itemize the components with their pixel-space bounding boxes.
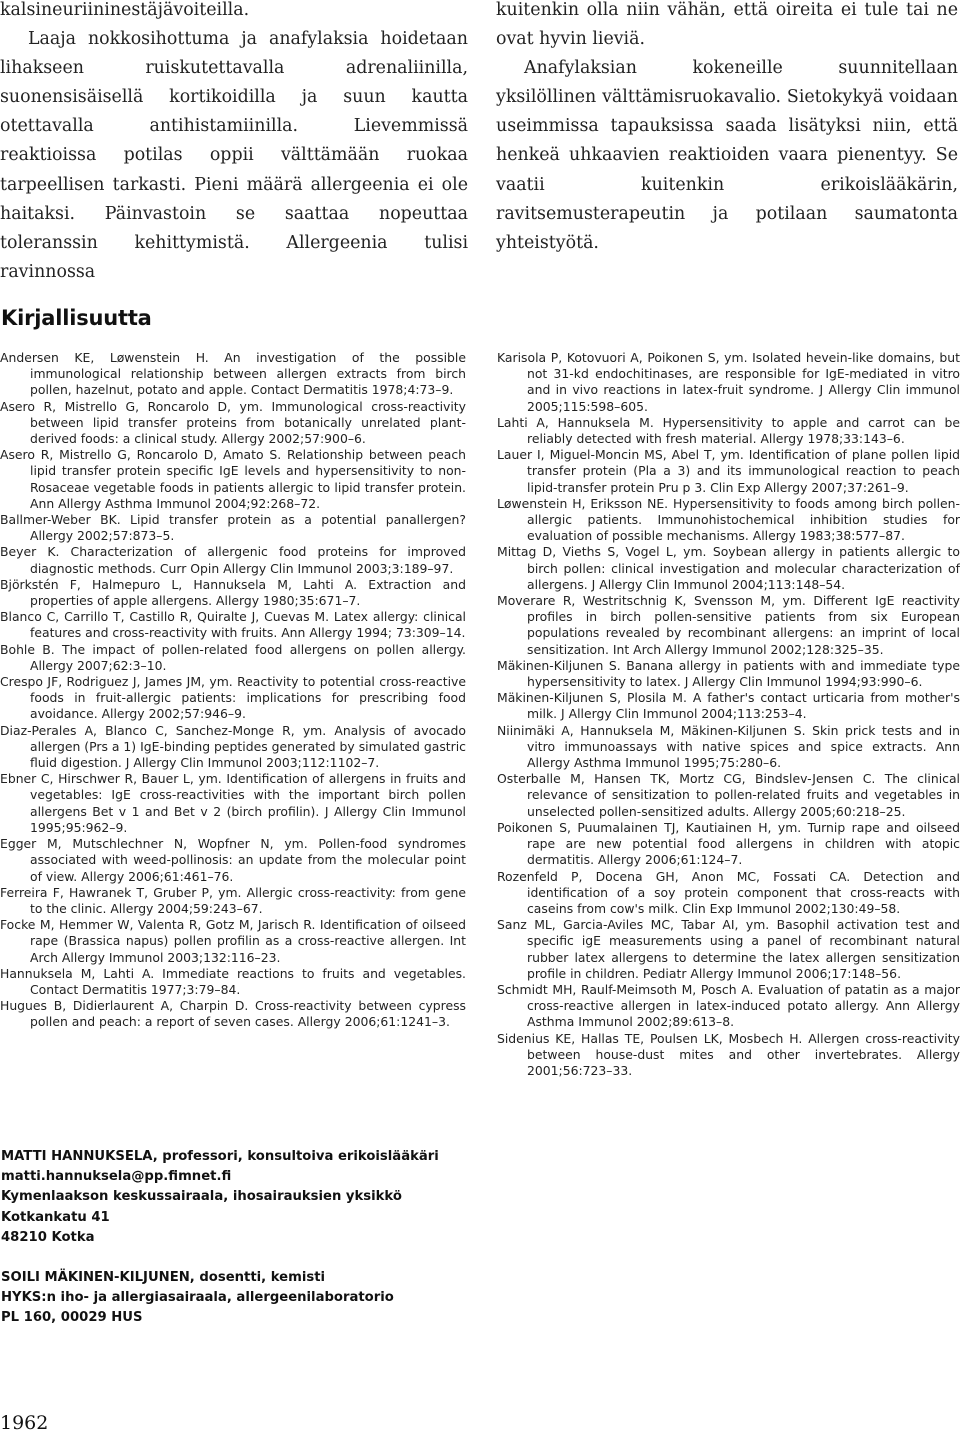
page-number: 1962 bbox=[0, 1412, 49, 1434]
reference-entry: Egger M, Mutschlechner N, Wopfner N, ym. Pollen-food syndromes associated with weed-pollinosis: an update from the molecular point of view. Allergy 2006;61:461–76. bbox=[0, 836, 466, 884]
reference-entry: Ebner C, Hirschwer R, Bauer L, ym. Identification of allergens in fruits and vegetables: IgE cross-reactivities with the important birch pollen allergens Bet v 1 and Bet v 2 (birch profilin). J Allergy Clin Immunol 1995;95:962–9. bbox=[0, 771, 466, 835]
reference-entry: Beyer K. Characterization of allergenic food proteins for improved diagnostic methods. Curr Opin Allergy Clin Immunol 2003;3:189–97. bbox=[0, 544, 466, 576]
author-info-block bbox=[1, 1147, 701, 1248]
reference-entry: Osterballe M, Hansen TK, Mortz CG, Bindslev-Jensen C. The clinical relevance of sensitization to pollen-related fruits and vegetables in unselected pollen-sensitized adults. Allergy 2005;60:218–25. bbox=[497, 771, 960, 819]
reference-entry: Björkstén F, Halmepuro L, Hannuksela M, Lahti A. Extraction and properties of apple allergens. Allergy 1980;35:671–7. bbox=[0, 576, 466, 609]
reference-entry: Crespo JF, Rodriguez J, James JM, ym. Reactivity to potential cross-reactive foods in fruit-allergic patients: implications for prescribing food avoidance. Allergy 2002;57:946–9. bbox=[0, 674, 466, 722]
reference-entry: Løwenstein H, Eriksson NE. Hypersensitivity to foods among birch pollen-allergic patients. Immunohistochemical inhibition studies for evaluation of possible mechanisms. Allergy 1983;38:577–87. bbox=[497, 495, 960, 544]
reference-entry: Mittag D, Vieths S, Vogel L, ym. Soybean allergy in patients allergic to birch pollen: clinical investigation and molecular characterization of allergens. J Allergy Clin Immunol 2004;113:148–54. bbox=[497, 544, 960, 592]
author-affiliation: HYKS:n iho- ja allergiasairaala, allergeenilaboratorio bbox=[1, 1290, 394, 1306]
references-heading: Kirjallisuutta bbox=[1, 306, 152, 330]
references-right-column bbox=[497, 350, 960, 1079]
reference-entry: Niinimäki A, Hannuksela M, Mäkinen-Kiljunen S. Skin prick tests and in vitro immunoassays with native spices and spice extracts. Ann Allergy Asthma Immunol 1995;75:280–6. bbox=[497, 722, 960, 771]
reference-entry: Karisola P, Kotovuori A, Poikonen S, ym. Isolated hevein-like domains, but not 31-kd endochitinases, are responsible for IgE-mediated in vitro and in vivo reactions in latex-fruit syndrome. J Allergy Clin immunol 2005;115:598–605. bbox=[497, 350, 960, 414]
reference-entry: Rozenfeld P, Docena GH, Anon MC, Fossati CA. Detection and identification of a soy protein component that cross-reacts with caseins from cow's milk. Clin Exp Immunol 2002;130:49–58. bbox=[497, 868, 960, 916]
body-text-left-column bbox=[0, 0, 468, 287]
reference-entry: Sidenius KE, Hallas TE, Poulsen LK, Mosbech H. Allergen cross-reactivity between house-dust mites and other invertebrates. Allergy 2001;56:723–33. bbox=[497, 1030, 960, 1078]
author-name-title: SOILI MÄKINEN-KILJUNEN, dosentti, kemisti bbox=[1, 1270, 326, 1285]
reference-entry: Hugues B, Didierlaurent A, Charpin D. Cross-reactivity between cypress pollen and peach: a report of seven cases. Allergy 2006;61:1241–3. bbox=[0, 998, 466, 1030]
reference-entry: Schmidt MH, Raulf-Meimsoth M, Posch A. Evaluation of patatin as a major cross-reactive allergen in latex-induced potato allergy. Ann Allergy Asthma Immunol 2002;89:613–8. bbox=[497, 981, 960, 1030]
reference-entry: Asero R, Mistrello G, Roncarolo D, Amato S. Relationship between peach lipid transfer protein specific IgE levels and hypersensitivity to non-Rosaceae vegetable foods in patients allergic to lipid transfer protein. Ann Allergy Asthma Immunol 2004;92:268–72. bbox=[0, 447, 466, 511]
reference-entry: Andersen KE, Løwenstein H. An investigation of the possible immunological relationship between allergen extracts from birch pollen, hazelnut, potato and apple. Contact Dermatitis 1978;4:73–9. bbox=[0, 350, 466, 398]
author-street-address: Kotkankatu 41 bbox=[1, 1209, 110, 1225]
body-paragraph: kalsineuriininestäjävoiteilla. bbox=[0, 0, 250, 20]
reference-entry: Mäkinen-Kiljunen S, Plosila M. A father's contact urticaria from mother's milk. J Allergy Clin Immunol 2004;113:253–4. bbox=[497, 690, 960, 722]
author-name-title: MATTI HANNUKSELA, professori, konsultoiva erikoislääkäri bbox=[1, 1149, 439, 1164]
author-email: matti.hannuksela@pp.fimnet.fi bbox=[1, 1169, 232, 1185]
reference-entry: Lahti A, Hannuksela M. Hypersensitivity to apple and carrot can be reliably detected with fresh material. Allergy 1978;33:143–6. bbox=[497, 414, 960, 447]
author-info-block bbox=[1, 1268, 701, 1329]
reference-entry: Asero R, Mistrello G, Roncarolo D, ym. Immunological cross-reactivity between lipid transfer proteins from botanically unrelated plant-derived foods: a clinical study. Allergy 2002;57:900–6. bbox=[0, 398, 466, 447]
reference-entry: Bohle B. The impact of pollen-related food allergens on pollen allergy. Allergy 2007;62:3–10. bbox=[0, 641, 466, 673]
reference-entry: Diaz-Perales A, Blanco C, Sanchez-Monge R, ym. Analysis of avocado allergen (Prs a 1) IgE-binding peptides generated by simulated gastric fluid digestion. J Allergy Clin Immunol 2003;112:1102–7. bbox=[0, 722, 466, 771]
reference-entry: Lauer I, Miguel-Moncin MS, Abel T, ym. Identification of plane pollen lipid transfer protein (Pla a 3) and its immunological reaction to peach lipid-transfer protein Pru p 3. Clin Exp Allergy 2007;37:261–9. bbox=[497, 447, 960, 495]
body-text-right-column bbox=[496, 0, 958, 258]
author-postal-address: 48210 Kotka bbox=[1, 1229, 95, 1245]
body-paragraph: kuitenkin olla niin vähän, että oireita ei tule tai ne ovat hyvin lieviä. bbox=[496, 0, 958, 50]
author-affiliation: Kymenlaakson keskussairaala, ihosairauksien yksikkö bbox=[1, 1189, 402, 1205]
reference-entry: Ballmer-Weber BK. Lipid transfer protein as a potential panallergen? Allergy 2002;57:873–5. bbox=[0, 512, 466, 544]
body-paragraph: Anafylaksian kokeneille suunnitellaan yksilöllinen välttämisruokavalio. Sietokykyä voidaan useimmissa tapauksissa saada lisätyksi niin, että henkeä uhkaavien reaktioiden vaara pienentyy. Se vaatii kuitenkin erikoislääkärin, ravitsemusterapeutin ja potilaan saumatonta yhteistyötä. bbox=[496, 58, 958, 253]
reference-entry: Ferreira F, Hawranek T, Gruber P, ym. Allergic cross-reactivity: from gene to the clinic. Allergy 2004;59:243–67. bbox=[0, 884, 466, 916]
reference-entry: Moverare R, Westritschnig K, Svensson M, ym. Different IgE reactivity profiles in birch pollen-sensitive patients from six European populations revealed by recombinant allergens: an imprint of local sensitization. Int Arch Allergy Immunol 2002;128:325–35. bbox=[497, 593, 960, 657]
reference-entry: Hannuksela M, Lahti A. Immediate reactions to fruits and vegetables. Contact Dermatitis 1977;3:79–84. bbox=[0, 965, 466, 997]
reference-entry: Focke M, Hemmer W, Valenta R, Gotz M, Jarisch R. Identification of oilseed rape (Brassica napus) pollen profilin as a cross-reactive allergen. Int Arch Allergy Immunol 2003;132:116–23. bbox=[0, 917, 466, 965]
body-paragraph: Laaja nokkosihottuma ja anafylaksia hoidetaan lihakseen ruiskutettavalla adrenaliinilla, suonensisäisellä kortikoidilla ja suun kautta otettavalla antihistamiinilla. Lievemmissä reaktioissa potilas oppii välttämään ruokaa tarpeellisen tarkasti. Pieni määrä allergeenia ei ole haitaksi. Päinvastoin se saattaa nopeuttaa toleranssin kehittymistä. Allergeenia tulisi ravinnossa bbox=[0, 29, 468, 282]
author-postal-address: PL 160, 00029 HUS bbox=[1, 1310, 143, 1326]
reference-entry: Poikonen S, Puumalainen TJ, Kautiainen H, ym. Turnip rape and oilseed rape are new potential food allergens in children with atopic dermatitis. Allergy 2006;61:124–7. bbox=[497, 819, 960, 868]
references-left-column bbox=[0, 350, 466, 1031]
reference-entry: Blanco C, Carrillo T, Castillo R, Quiralte J, Cuevas M. Latex allergy: clinical features and cross-reactivity with fruits. Ann Allergy 1994; 73:309–14. bbox=[0, 609, 466, 641]
reference-entry: Mäkinen-Kiljunen S. Banana allergy in patients with and immediate type hypersensitivity to latex. J Allergy Clin Immunol 1994;93:990–6. bbox=[497, 657, 960, 690]
reference-entry: Sanz ML, Garcia-Aviles MC, Tabar AI, ym. Basophil activation test and specific igE measurements using a panel of recombinant natural rubber latex allergens to determine the latex allergen sensitization profile in children. Pediatr Allergy Immunol 2006;17:148–56. bbox=[497, 917, 960, 981]
